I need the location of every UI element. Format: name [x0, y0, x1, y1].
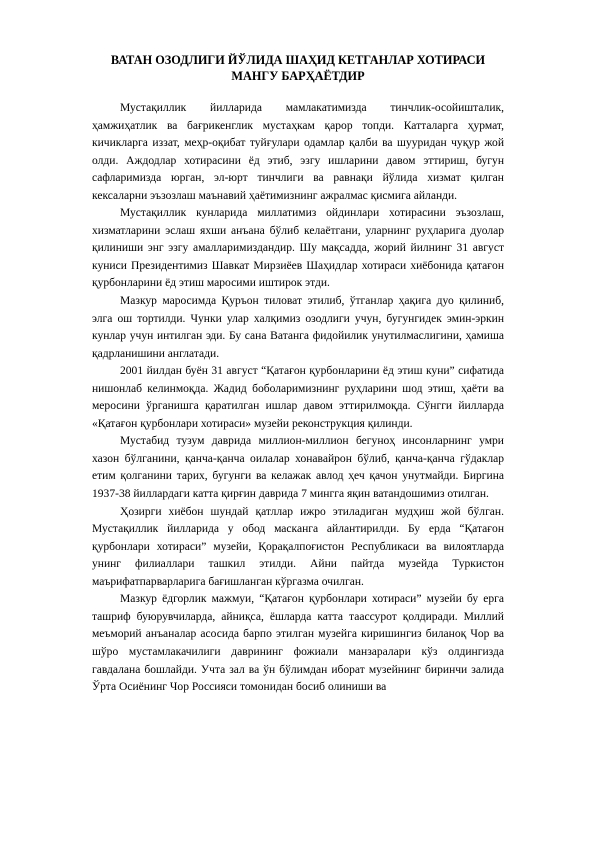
paragraph: Мазкур ёдгорлик мажмуи, “Қатағон қурбонлари хотираси” музейи бу ерга ташриф буюрувчиларда, айниқса, ёшларда катта таассурот қолдиради. Миллий меъморий анъаналар асосида барпо этилган музейга киришингиз биланоқ Чор ва шўро мустамлакачилиги даврининг фожиали манзаралари кўз олдингизда гавдалана бошлайди. Учта зал ва ўн бўлимдан иборат музейнинг биринчи залида Ўрта Осиёнинг Чор Россияси томонидан босиб олиниши ва [92, 593, 504, 694]
paragraph: Мустақиллик кунларида миллатимиз ойдинлари хотирасини эъзозлаш, хизматларини эслаш яхши анъана бўлиб келаётгани, уларнинг руҳларига дуолар қилиниши энг эзгу амалларимиздандир. Шу мақсадда, жорий йилнинг 31 август куниси Президентимиз Шавкат Мирзиёев Шаҳидлар хотираси хиёбонида қатағон қурбонларини ёд этиш маросими иштирок этди. [92, 207, 504, 290]
paragraph: Мустақиллик йилларида мамлакатимизда тинчлик-осойишталик, ҳамжиҳатлик ва бағрикенглик мустаҳкам қарор топди. Катталарга ҳурмат, кичикларга иззат, меҳр-оқибат туйғулари одамлар қалби ва шууридан чуқур жой олди. Аждодлар хотирасини ёд этиб, эзгу ишларини давом эттириш, бугун сафларимизда юрган, эл-юрт тинчлиги ва равнақи йўлида хизмат қилган кексаларни эъзозлаш маънавий ҳаётимизнинг ажралмас қисмига айланди. [92, 102, 504, 202]
title-line-1: ВАТАН ОЗОДЛИГИ ЙЎЛИДА ШАҲИД КЕТГАНЛАР ХОТИРАСИ [110, 53, 486, 67]
paragraph: 2001 йилдан буён 31 август “Қатағон қурбонларини ёд этиш куни” сифатида нишонлаб келинмоқда. Жадид боболаримизнинг руҳларини шод этиш, ҳаёти ва меросини ўрганишга қаратилган ишлар давом эттирилмоқда. Сўнгги йилларда «Қатағон қурбонлари хотираси» музейи реконструкция қилинди. [92, 365, 504, 430]
paragraph: Мазкур маросимда Қуръон тиловат этилиб, ўтганлар ҳақига дуо қилиниб, элга ош тортилди. Чунки улар халқимиз озодлиги учун, бугунгидек эмин-эркин кунлар учун интилган эди. Бу сана Ватанга фидойилик унутилмаслигини, ҳамиша қадрланишини англатади. [92, 295, 504, 360]
document-page [92, 52, 504, 697]
paragraph: Мустабид тузум даврида миллион-миллион бегуноҳ инсонларнинг умри хазон бўлганини, қанча-қанча оилалар хонавайрон бўлиб, қанча-қанча гўдаклар етим қолганини тарих, бугунги ва келажак авлод ҳеч қачон унутмайди. Биргина 1937-38 йиллардаги катта қирғин даврида 7 мингга яқин ватандошимиз отилган. [92, 435, 504, 501]
paragraph: Ҳозирги хиёбон шундай қатллар ижро этиладиган мудҳиш жой бўлган. Мустақиллик йилларида у обод масканга айлантирилди. Бу ерда “Қатағон қурбонлари хотираси” музейи, Қорақалпоғистон Республикаси ва вилоятларда унинг филиаллари ташкил этилди. Айни пайтда музейда Туркистон маърифатпарварларига бағишланган кўргазма очилган. [92, 505, 504, 588]
title-line-2: МАНГУ БАРҲАЁТДИР [231, 69, 365, 83]
document-title [92, 52, 504, 84]
